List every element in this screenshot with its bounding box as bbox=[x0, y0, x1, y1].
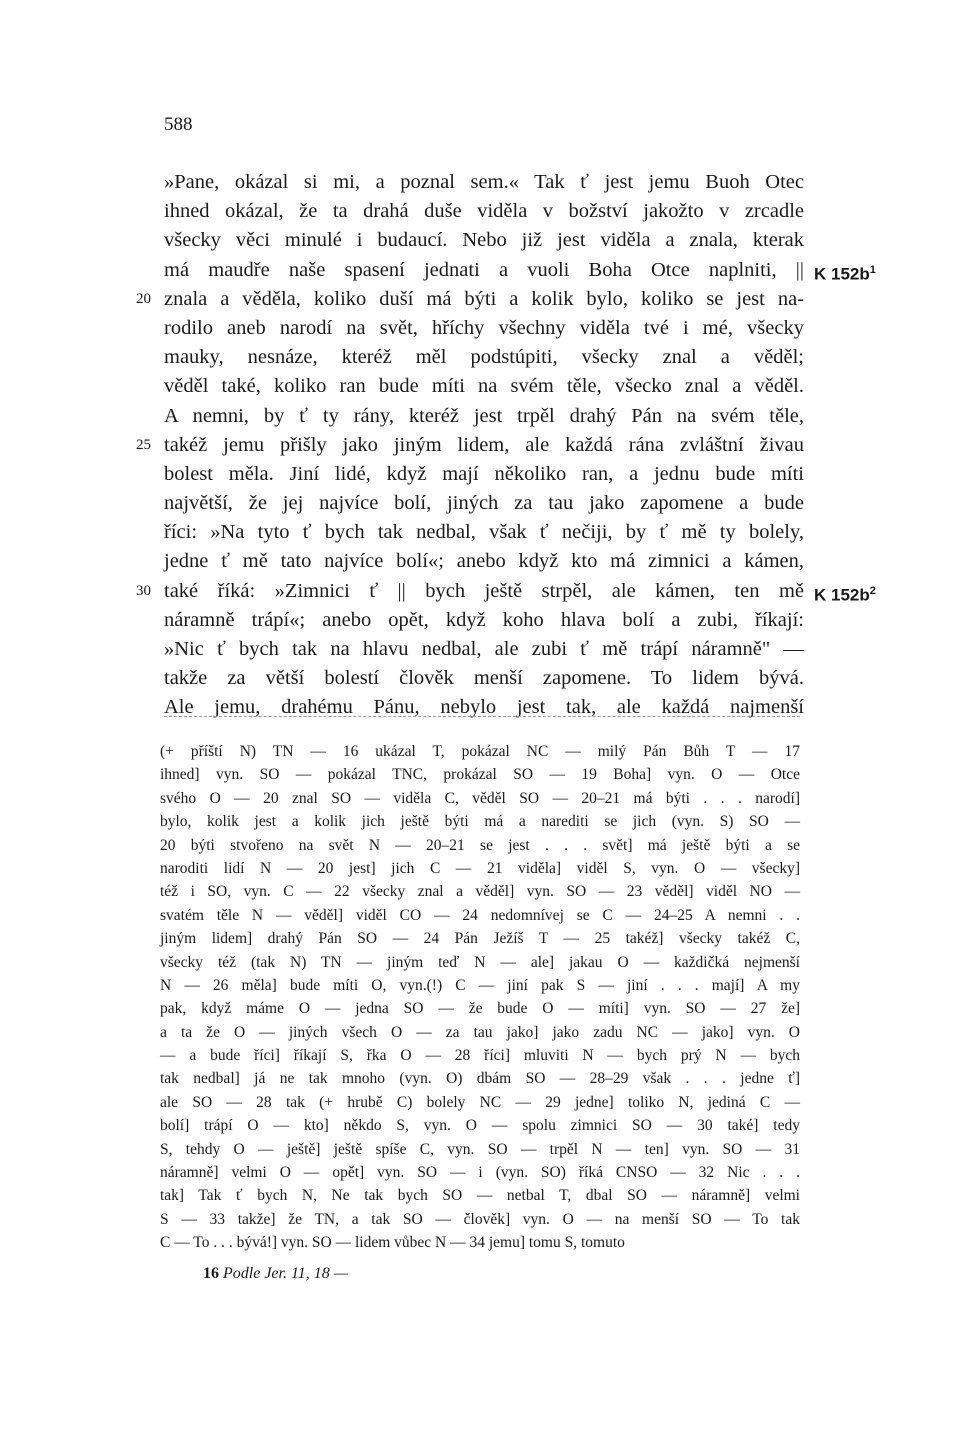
text-line-content: náramně trápí«; anebo opět, když koho hlava bolí a zubi, říkají: bbox=[164, 608, 804, 631]
apparatus-line: ihned] vyn. SO — pokázal TNC, prokázal SO — 19 Boha] vyn. O — Otce bbox=[160, 766, 800, 784]
footnote-number: 16 bbox=[203, 1265, 219, 1282]
apparatus-line: náramně] velmi O — opět] vyn. SO — i (vyn. SO) říká CNSO — 32 Nic . . . bbox=[160, 1164, 800, 1182]
text-line bbox=[164, 372, 804, 401]
margin-reference bbox=[814, 256, 876, 289]
margin-reference-label: K 152b bbox=[814, 264, 870, 284]
apparatus-line: tak] Tak ť bych N, Ne tak bych SO — netbal T, dbal SO — náramně] velmi bbox=[160, 1187, 800, 1205]
text-line bbox=[164, 606, 804, 635]
text-line-content: věděl také, koliko ran bude míti na svém těle, všecko znal a věděl. bbox=[164, 375, 804, 398]
text-line-content: Ale jemu, drahému Pánu, nebylo jest tak, ale každá najmenší bbox=[164, 696, 804, 719]
text-line bbox=[164, 518, 804, 547]
text-line-content: rodilo aneb narodí na svět, hříchy všechny viděla tvé i mé, všecky bbox=[164, 316, 804, 339]
text-line-content: mauky, nesnáze, kteréž měl podstúpiti, všecky znal a věděl; bbox=[164, 346, 804, 369]
apparatus-line: všecky též (tak N) TN — jiným teď N — ale] jakau O — každičká nejmenší bbox=[160, 953, 800, 971]
page-number: 588 bbox=[164, 114, 193, 135]
apparatus-line: — a bude říci] říkají S, řka O — 28 říci] mluviti N — bych prý N — bych bbox=[160, 1047, 800, 1065]
text-line-content: také říká: »Zimnici ť || bych ještě strpěl, ale kámen, ten mě bbox=[164, 579, 804, 602]
apparatus-line: S — 33 takže] že TN, a tak SO — člověk] vyn. O — na menší SO — To tak bbox=[160, 1210, 800, 1228]
line-number: 25 bbox=[136, 436, 151, 453]
text-line bbox=[164, 314, 804, 343]
apparatus-line: naroditi lidí N — 20 jest] jich C — 21 viděla] viděl S, vyn. O — všecky] bbox=[160, 859, 800, 877]
apparatus-line: tak nedbal] já ne tak mnoho (vyn. O) dbám SO — 28–29 však . . . jedne ť] bbox=[160, 1070, 800, 1088]
text-line-content: »Pane, okázal si mi, a poznal sem.« Tak ť jest jemu Buoh Otec bbox=[164, 171, 804, 193]
text-line bbox=[136, 577, 876, 606]
text-line-content: jedne ť mě tato najvíce bolí«; anebo když kto má zimnici a kámen, bbox=[164, 550, 804, 573]
text-line-content: najvětší, že jej najvíce bolí, jiných za tau jako zapomene a bude bbox=[164, 492, 804, 515]
text-line-content: takže za větší bolestí člověk menší zapomene. To lidem bývá. bbox=[164, 667, 804, 690]
text-line-content: všecky věci minulé i budaucí. Nebo již jest viděla a znala, kterak bbox=[164, 229, 804, 252]
apparatus-line: bylo, kolik jest a kolik jich ještě býti má a narediti se jich (vyn. S) SO — bbox=[160, 813, 800, 831]
text-line bbox=[164, 402, 804, 431]
margin-reference-superscript: 1 bbox=[869, 263, 876, 276]
text-line bbox=[164, 664, 804, 693]
text-line bbox=[164, 226, 804, 255]
text-line-content: říci: »Na tyto ť bych tak nedbal, však ť nečiji, by ť mě ty bolely, bbox=[164, 521, 804, 544]
apparatus-line: (+ příští N) TN — 16 ukázal T, pokázal NC — milý Pán Bůh T — 17 bbox=[160, 743, 800, 760]
margin-reference-label: K 152b bbox=[814, 585, 870, 605]
apparatus-line: S, tehdy O — ještě] ještě spíše C, vyn. SO — trpěl N — ten] vyn. SO — 31 bbox=[160, 1140, 800, 1158]
margin-reference-superscript: 2 bbox=[869, 584, 876, 597]
apparatus-line: a ta že O — jiných všech O — za tau jako] jako zadu NC — jako] vyn. O bbox=[160, 1023, 800, 1041]
footnote-separator bbox=[164, 716, 800, 717]
line-number: 30 bbox=[136, 582, 151, 599]
text-line bbox=[136, 285, 804, 314]
critical-apparatus bbox=[160, 740, 800, 1255]
apparatus-line: N — 26 měla] bude míti O, vyn.(!) C — jiní pak S — jiní . . . mají] A my bbox=[160, 976, 800, 994]
text-line-content: »Nic ť bych tak na hlavu nedbal, ale zubi ť mě trápí náramně" — bbox=[164, 638, 804, 660]
apparatus-line: svého O — 20 znal SO — viděla C, věděl SO — 20–21 má býti . . . narodí] bbox=[160, 789, 800, 807]
apparatus-line: C — To . . . bývá!] vyn. SO — lidem vůbec N — 34 jemu] tomu S, tomuto bbox=[160, 1234, 625, 1252]
apparatus-line: ale SO — 28 tak (+ hrubě C) bolely NC — 29 jedne] toliko N, jediná C — bbox=[160, 1093, 800, 1111]
text-line bbox=[164, 343, 804, 372]
footnote bbox=[203, 1265, 348, 1283]
text-line bbox=[164, 693, 804, 722]
text-line-content: znala a věděla, koliko duší má býti a kolik bylo, koliko se jest na- bbox=[164, 287, 804, 310]
text-line bbox=[164, 635, 804, 664]
margin-reference bbox=[814, 577, 876, 610]
text-line-content: bolest měla. Jiní lidé, když mají několiko ran, a jednu bude míti bbox=[164, 462, 804, 485]
text-line bbox=[164, 547, 804, 576]
apparatus-line: svatém těle N — věděl] viděl CO — 24 nedomnívej se C — 24–25 A nemni . . bbox=[160, 906, 800, 924]
text-line bbox=[164, 197, 804, 226]
apparatus-line: pak, když máme O — jedna SO — že bude O — míti] vyn. SO — 27 že] bbox=[160, 1000, 800, 1018]
apparatus-line: bolí] trápí O — kto] někdo S, vyn. O — spolu zimnici SO — 30 také] tedy bbox=[160, 1117, 800, 1135]
text-line bbox=[164, 168, 804, 197]
text-line-content: A nemni, by ť ty rány, kteréž jest trpěl drahý Pán na svém těle, bbox=[164, 404, 804, 427]
text-line-content: má maudře naše spasení jednati a vuoli Boha Otce naplniti, || bbox=[164, 258, 804, 281]
text-line-content: takéž jemu přišly jako jiným lidem, ale každá rána zvláštní živau bbox=[164, 433, 804, 456]
footnote-text: Podle Jer. 11, 18 — bbox=[223, 1265, 349, 1282]
text-line bbox=[164, 256, 876, 285]
text-line bbox=[136, 431, 804, 460]
line-number: 20 bbox=[136, 290, 151, 307]
apparatus-line: jiným lidem] drahý Pán SO — 24 Pán Ježíš T — 25 takéž] všecky takéž C, bbox=[160, 930, 800, 948]
main-text bbox=[136, 168, 876, 723]
text-line bbox=[164, 489, 804, 518]
text-line bbox=[164, 460, 804, 489]
text-line-content: ihned okázal, že ta drahá duše viděla v božství jakožto v zrcadle bbox=[164, 200, 804, 223]
apparatus-line: 20 býti stvořeno na svět N — 20–21 se jest . . . svět] má ještě býti a se bbox=[160, 836, 800, 854]
apparatus-line: též i SO, vyn. C — 22 všecky znal a věděl] vyn. SO — 23 věděl] viděl NO — bbox=[160, 883, 800, 901]
